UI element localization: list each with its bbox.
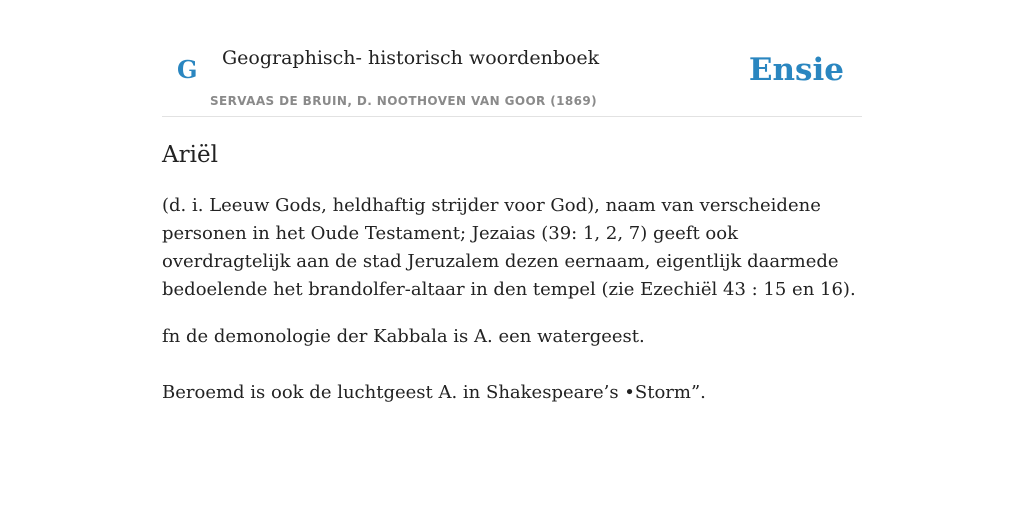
book-logo-letter[interactable]: G bbox=[177, 55, 198, 84]
ensie-logo-link[interactable]: Ensie bbox=[748, 52, 844, 88]
entry-title: Ariël bbox=[162, 142, 218, 168]
article-paragraph: Beroemd is ook de luchtgeest A. in Shakespeare’s •Storm”. bbox=[162, 382, 706, 403]
article-paragraph: fn de demonologie der Kabbala is A. een watergeest. bbox=[162, 326, 645, 347]
book-header bbox=[162, 0, 862, 117]
book-title[interactable]: Geographisch- historisch woordenboek bbox=[222, 47, 600, 69]
book-authors: SERVAAS DE BRUIN, D. NOOTHOVEN VAN GOOR (1869) bbox=[210, 94, 598, 108]
article-paragraph: (d. i. Leeuw Gods, heldhaftig strijder voor God), naam van verscheidene personen in het Oude Testament; Jezaias (39: 1, 2, 7) geeft ook overdragtelijk aan de stad Jeruzalem dezen eernaam, eigentlijk daarmede bedoelende het brandolfer-altaar in den tempel (zie Ezechiël 43 : 15 en 16). bbox=[162, 195, 856, 300]
article bbox=[162, 140, 862, 407]
